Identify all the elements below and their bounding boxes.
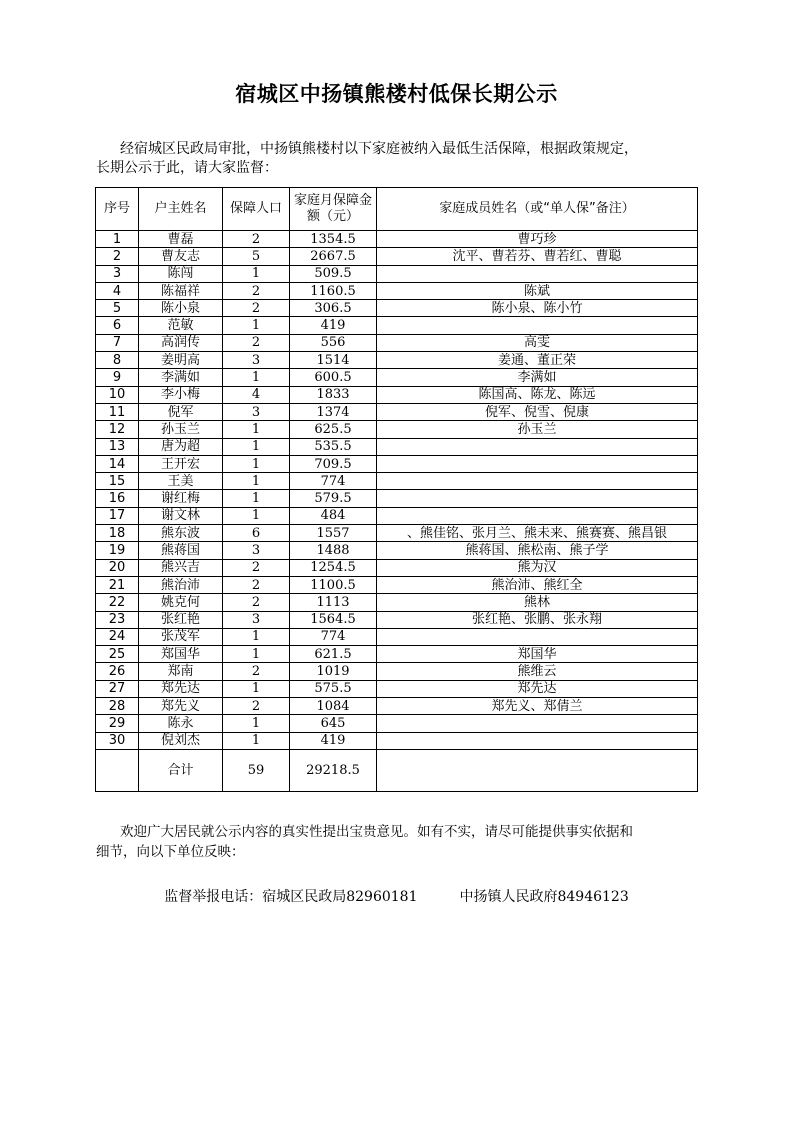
row-amount: 419 — [290, 732, 377, 749]
row-head-name: 熊治沛 — [139, 576, 223, 593]
row-no: 24 — [96, 628, 139, 645]
row-members: 张红艳、张鹏、张永翔 — [377, 611, 698, 628]
row-head-name: 熊蒋国 — [139, 542, 223, 559]
row-people: 3 — [223, 352, 290, 369]
table-row — [96, 438, 698, 455]
row-amount: 306.5 — [290, 300, 377, 317]
row-members — [377, 732, 698, 749]
row-members: 熊为汉 — [377, 559, 698, 576]
row-amount: 709.5 — [290, 455, 377, 472]
row-amount: 575.5 — [290, 680, 377, 697]
row-members — [377, 628, 698, 645]
row-amount: 625.5 — [290, 421, 377, 438]
header-amount-label: 家庭月保障金额（元） — [293, 193, 372, 224]
row-head-name: 郑先达 — [139, 680, 223, 697]
row-head-name: 倪刘杰 — [139, 732, 223, 749]
row-members: 熊维云 — [377, 663, 698, 680]
row-members — [377, 473, 698, 490]
row-people: 2 — [223, 282, 290, 299]
total-members-cell — [377, 749, 698, 791]
table-row — [96, 369, 698, 386]
row-head-name: 陈福祥 — [139, 282, 223, 299]
row-head-name: 熊东波 — [139, 525, 223, 542]
row-members: 郑先义、郑倩兰 — [377, 698, 698, 715]
row-no: 8 — [96, 352, 139, 369]
table-row — [96, 611, 698, 628]
row-head-name: 李满如 — [139, 369, 223, 386]
table-row — [96, 334, 698, 351]
table-row — [96, 507, 698, 524]
row-no: 5 — [96, 300, 139, 317]
row-people: 6 — [223, 525, 290, 542]
row-members: 曹巧珍 — [377, 231, 698, 248]
row-no: 26 — [96, 663, 139, 680]
row-head-name: 曹友志 — [139, 248, 223, 265]
row-no: 15 — [96, 473, 139, 490]
feedback-line-1: 欢迎广大居民就公示内容的真实性提出宝贵意见。如有不实，请尽可能提供事实依据和 — [120, 824, 633, 840]
row-no: 7 — [96, 334, 139, 351]
header-name: 户主姓名 — [139, 188, 223, 231]
row-amount: 535.5 — [290, 438, 377, 455]
row-members — [377, 507, 698, 524]
row-amount: 1254.5 — [290, 559, 377, 576]
table-row — [96, 265, 698, 282]
row-no: 4 — [96, 282, 139, 299]
header-no: 序号 — [96, 188, 139, 231]
row-no: 10 — [96, 386, 139, 403]
row-amount: 645 — [290, 715, 377, 732]
row-no: 6 — [96, 317, 139, 334]
row-head-name: 郑国华 — [139, 646, 223, 663]
row-members — [377, 455, 698, 472]
row-people: 3 — [223, 611, 290, 628]
row-amount: 1557 — [290, 525, 377, 542]
row-no: 9 — [96, 369, 139, 386]
page-title: 宿城区中扬镇熊楼村低保长期公示 — [235, 82, 558, 106]
table-row — [96, 231, 698, 248]
table-row — [96, 386, 698, 403]
intro-paragraph — [96, 140, 702, 178]
row-head-name: 陈永 — [139, 715, 223, 732]
intro-line-2: 长期公示于此，请大家监督： — [96, 160, 278, 176]
row-people: 1 — [223, 507, 290, 524]
row-members: 熊蒋国、熊松南、熊子学 — [377, 542, 698, 559]
row-members — [377, 715, 698, 732]
row-head-name: 谢红梅 — [139, 490, 223, 507]
row-amount: 419 — [290, 317, 377, 334]
intro-line-1: 经宿城区民政局审批，中扬镇熊楼村以下家庭被纳入最低生活保障，根据政策规定， — [120, 141, 638, 157]
row-no: 22 — [96, 594, 139, 611]
row-people: 1 — [223, 265, 290, 282]
row-no: 16 — [96, 490, 139, 507]
row-no: 19 — [96, 542, 139, 559]
row-members: 郑先达 — [377, 680, 698, 697]
beneficiary-table — [95, 187, 698, 792]
row-people: 1 — [223, 438, 290, 455]
total-people: 59 — [223, 749, 290, 791]
table-row — [96, 317, 698, 334]
table-row — [96, 282, 698, 299]
row-no: 3 — [96, 265, 139, 282]
header-people: 保障人口 — [223, 188, 290, 231]
row-members — [377, 438, 698, 455]
row-amount: 556 — [290, 334, 377, 351]
row-amount: 600.5 — [290, 369, 377, 386]
table-row — [96, 663, 698, 680]
feedback-line-2: 细节，向以下单位反映： — [96, 844, 245, 860]
table-row — [96, 525, 698, 542]
row-no: 2 — [96, 248, 139, 265]
row-no: 20 — [96, 559, 139, 576]
row-people: 1 — [223, 680, 290, 697]
total-no-cell — [96, 749, 139, 791]
total-label: 合计 — [139, 749, 223, 791]
row-people: 2 — [223, 594, 290, 611]
row-people: 2 — [223, 698, 290, 715]
row-members: 郑国华 — [377, 646, 698, 663]
row-people: 2 — [223, 231, 290, 248]
header-members: 家庭成员姓名（或“单人保”备注） — [377, 188, 698, 231]
table-body — [96, 231, 698, 750]
table-row — [96, 680, 698, 697]
row-no: 14 — [96, 455, 139, 472]
table-row — [96, 300, 698, 317]
row-amount: 1564.5 — [290, 611, 377, 628]
row-people: 2 — [223, 576, 290, 593]
row-head-name: 陈小泉 — [139, 300, 223, 317]
row-amount: 509.5 — [290, 265, 377, 282]
row-no: 21 — [96, 576, 139, 593]
row-no: 13 — [96, 438, 139, 455]
row-amount: 774 — [290, 473, 377, 490]
row-no: 29 — [96, 715, 139, 732]
row-head-name: 唐为超 — [139, 438, 223, 455]
row-head-name: 范敏 — [139, 317, 223, 334]
header-amount — [290, 188, 377, 231]
feedback-paragraph — [96, 822, 702, 862]
table-row — [96, 542, 698, 559]
row-amount: 1019 — [290, 663, 377, 680]
row-amount: 1833 — [290, 386, 377, 403]
row-amount: 1113 — [290, 594, 377, 611]
row-people: 2 — [223, 559, 290, 576]
row-head-name: 陈闯 — [139, 265, 223, 282]
row-amount: 1374 — [290, 403, 377, 420]
row-amount: 1514 — [290, 352, 377, 369]
row-head-name: 姜明高 — [139, 352, 223, 369]
row-head-name: 张茂军 — [139, 628, 223, 645]
table-row — [96, 594, 698, 611]
row-no: 18 — [96, 525, 139, 542]
row-people: 4 — [223, 386, 290, 403]
table-row — [96, 576, 698, 593]
table-row — [96, 403, 698, 420]
total-amount: 29218.5 — [290, 749, 377, 791]
row-people: 1 — [223, 473, 290, 490]
row-members — [377, 317, 698, 334]
row-people: 1 — [223, 455, 290, 472]
row-amount: 2667.5 — [290, 248, 377, 265]
row-head-name: 郑先义 — [139, 698, 223, 715]
table-row — [96, 732, 698, 749]
row-members: 沈平、曹若芬、曹若红、曹聪 — [377, 248, 698, 265]
row-people: 2 — [223, 300, 290, 317]
row-head-name: 张红艳 — [139, 611, 223, 628]
row-people: 1 — [223, 628, 290, 645]
row-no: 12 — [96, 421, 139, 438]
row-head-name: 曹磊 — [139, 231, 223, 248]
table-row — [96, 490, 698, 507]
row-members: 陈国高、陈龙、陈远 — [377, 386, 698, 403]
row-no: 27 — [96, 680, 139, 697]
row-amount: 1084 — [290, 698, 377, 715]
table-row — [96, 628, 698, 645]
row-members: 孙玉兰 — [377, 421, 698, 438]
row-amount: 774 — [290, 628, 377, 645]
table-header-row — [96, 188, 698, 231]
table-row — [96, 698, 698, 715]
row-people: 1 — [223, 369, 290, 386]
table-row — [96, 421, 698, 438]
row-no: 28 — [96, 698, 139, 715]
row-members: 陈斌 — [377, 282, 698, 299]
row-amount: 1100.5 — [290, 576, 377, 593]
table-row — [96, 559, 698, 576]
table-row — [96, 352, 698, 369]
row-no: 25 — [96, 646, 139, 663]
row-head-name: 王美 — [139, 473, 223, 490]
row-members: 、熊佳铭、张月兰、熊未来、熊赛赛、熊昌银 — [377, 525, 698, 542]
table-row — [96, 473, 698, 490]
row-head-name: 孙玉兰 — [139, 421, 223, 438]
row-head-name: 倪军 — [139, 403, 223, 420]
table-row — [96, 715, 698, 732]
row-amount: 579.5 — [290, 490, 377, 507]
row-people: 1 — [223, 646, 290, 663]
table-row — [96, 646, 698, 663]
row-amount: 1488 — [290, 542, 377, 559]
row-people: 1 — [223, 732, 290, 749]
table-row — [96, 248, 698, 265]
row-members: 倪军、倪雪、倪康 — [377, 403, 698, 420]
row-no: 17 — [96, 507, 139, 524]
row-people: 1 — [223, 715, 290, 732]
row-people: 1 — [223, 421, 290, 438]
row-members: 陈小泉、陈小竹 — [377, 300, 698, 317]
row-members: 姜通、董正荣 — [377, 352, 698, 369]
row-members: 高雯 — [377, 334, 698, 351]
row-no: 30 — [96, 732, 139, 749]
row-head-name: 熊兴吉 — [139, 559, 223, 576]
row-members: 李满如 — [377, 369, 698, 386]
table-row — [96, 455, 698, 472]
row-no: 23 — [96, 611, 139, 628]
row-members — [377, 265, 698, 282]
row-no: 11 — [96, 403, 139, 420]
row-head-name: 郑南 — [139, 663, 223, 680]
row-head-name: 高润传 — [139, 334, 223, 351]
total-row — [96, 749, 698, 791]
row-head-name: 谢文林 — [139, 507, 223, 524]
row-people: 2 — [223, 334, 290, 351]
row-amount: 1354.5 — [290, 231, 377, 248]
row-amount: 1160.5 — [290, 282, 377, 299]
row-people: 1 — [223, 490, 290, 507]
row-members: 熊林 — [377, 594, 698, 611]
row-people: 2 — [223, 663, 290, 680]
row-members — [377, 490, 698, 507]
row-amount: 484 — [290, 507, 377, 524]
hotline-text: 监督举报电话：宿城区民政局82960181 中扬镇人民政府84946123 — [164, 889, 629, 905]
row-head-name: 姚克何 — [139, 594, 223, 611]
row-head-name: 李小梅 — [139, 386, 223, 403]
row-people: 3 — [223, 403, 290, 420]
row-people: 3 — [223, 542, 290, 559]
row-head-name: 王开宏 — [139, 455, 223, 472]
row-members: 熊治沛、熊红全 — [377, 576, 698, 593]
row-amount: 621.5 — [290, 646, 377, 663]
row-no: 1 — [96, 231, 139, 248]
row-people: 5 — [223, 248, 290, 265]
row-people: 1 — [223, 317, 290, 334]
